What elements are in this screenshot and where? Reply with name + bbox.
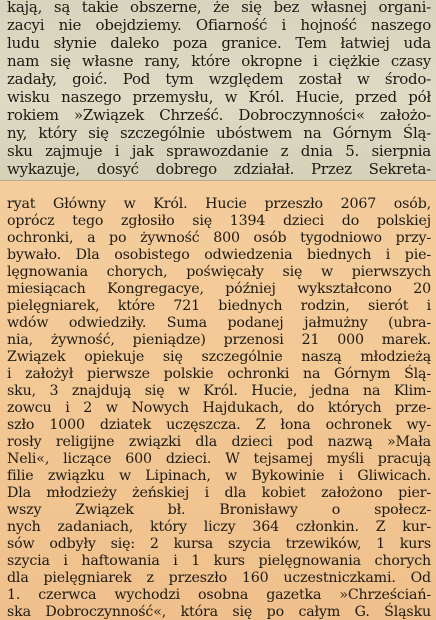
text-line: sku, 3 znajdują się w Król. Hucie, jedna na Klim- — [7, 383, 431, 399]
text-line: zacyi nie obejdziemy. Ofiarność i hojność naszego — [7, 16, 431, 34]
text-line: ny, który się szczególnie ubóstwem na Górnym Ślą- — [7, 124, 431, 142]
text-line: rokiem »Związek Chrześć. Dobroczynności« założo- — [7, 106, 431, 124]
text-line: rosły religijne związki dla dzieci pod nazwą »Mała — [7, 434, 431, 450]
text-line: i założył pierwsze polskie ochronki na Górnym Ślą- — [7, 366, 431, 382]
text-line: Neli«, liczące 600 dzieci. W tejsamej myśli pracują — [7, 451, 431, 467]
text-line: pielęgniarek, które 721 biednych rodzin, sierót i — [7, 298, 431, 314]
text-line: ludu słynie daleko poza granice. Tem łatwiej uda — [7, 34, 431, 52]
bottom-text-block — [0, 181, 436, 620]
text-line: Dla młodzieży żeńskiej i dla kobiet założono pier- — [7, 485, 431, 501]
text-line: zowcu i 2 w Nowych Hajdukach, do których prze- — [7, 400, 431, 416]
text-line: nych zadaniach, który liczy 364 członkin. Z kur- — [7, 519, 431, 535]
text-line: wdów odwiedziły. Suma podanej jałmużny (ubra- — [7, 315, 431, 331]
text-line: sku zajmuje i jak sprawozdanie z dnia 5. sierpnia — [7, 142, 431, 160]
text-line: ryat Główny w Król. Hucie przeszło 2067 osób, — [7, 196, 431, 212]
text-line: bywało. Dla osobistego odwiedzenia biednych i pie- — [7, 247, 431, 263]
text-line: nia, żywność, pieniądze) przenosi 21 000 marek. — [7, 332, 431, 348]
text-line: sów odbyły się: 2 kursa szycia trzewików, 1 kurs — [7, 536, 431, 552]
text-line: zadały, goić. Pod tym względem został w środo- — [7, 70, 431, 88]
text-line: filie związku w Lipinach, w Bykowinie i Gliwicach. — [7, 468, 431, 484]
text-line: nam się własne rany, które okropne i ciężkie czasy — [7, 52, 431, 70]
text-line: szło 1000 dziatek uczęszcza. Z łona ochronek wy- — [7, 417, 431, 433]
top-text-block — [0, 0, 436, 180]
text-line: lęgnowania chorych, poświęcały się w pierwszych — [7, 264, 431, 280]
text-line: 1. czerwca wychodzi osobna gazetka »Chrześciań- — [7, 587, 431, 603]
text-line: wisku naszego przemysłu, w Król. Hucie, przed pół — [7, 88, 431, 106]
text-line: dla pielęgniarek z przeszło 160 uczestniczkami. Od — [7, 570, 431, 586]
text-line: kają, są takie obszerne, że się bez własnej organi- — [7, 0, 431, 16]
text-line: wszy Związek bł. Bronisławy o społecz- — [7, 502, 431, 518]
text-line: ska Dobroczynność«, która się po całym G. Śląsku — [7, 604, 431, 620]
text-line: szycia i haftowania i 1 kurs pielęgnowania chorych — [7, 553, 431, 569]
text-line: miesiącach Kongregacye, później wykształcono 20 — [7, 281, 431, 297]
text-line: wykazuje, dosyć dobrego zdziałał. Przez Sekreta- — [7, 160, 431, 178]
text-line: oprócz tego zgłosiło się 1394 dzieci do polskiej — [7, 213, 431, 229]
text-line: Związek opiekuje się szczególnie naszą młodzieżą — [7, 349, 431, 365]
text-line: ochronki, a po żywność 800 osób tygodniowo przy- — [7, 230, 431, 246]
